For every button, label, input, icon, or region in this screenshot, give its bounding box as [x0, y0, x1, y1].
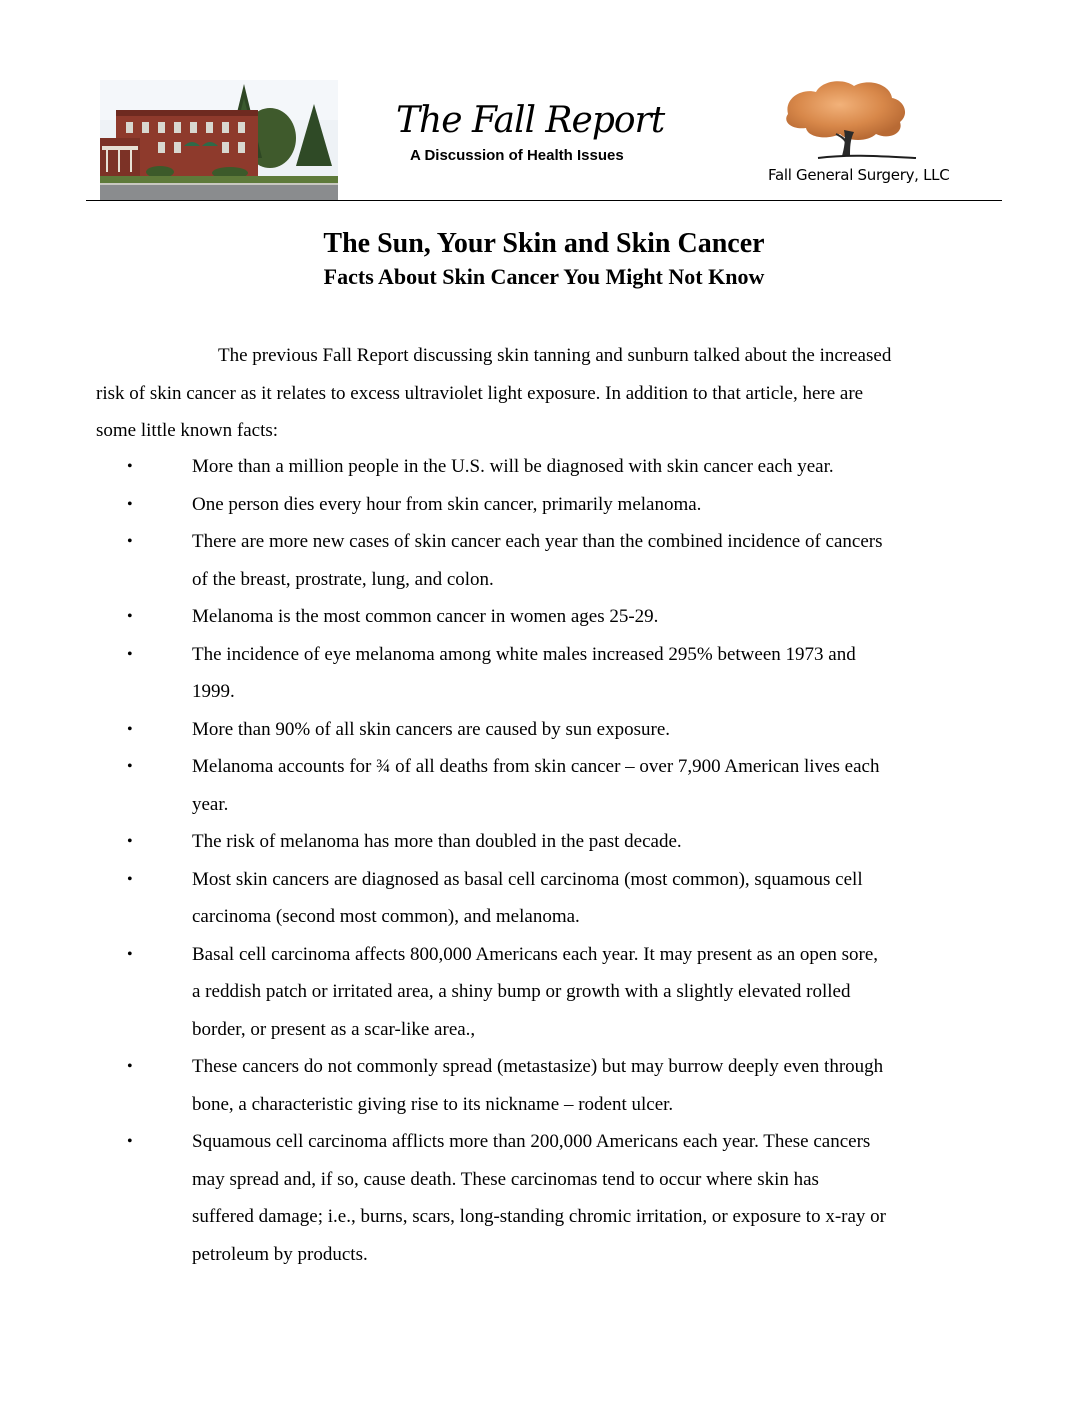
fact-line: These cancers do not commonly spread (metastasize) but may burrow deeply even through: [192, 1056, 884, 1077]
fact-line: year.: [192, 793, 229, 815]
fact-line: may spread and, if so, cause death. These carcinomas tend to occur where skin has: [192, 1168, 819, 1190]
fact-item: [0, 748, 1088, 823]
masthead: [0, 0, 1088, 206]
fact-line: Basal cell carcinoma affects 800,000 Americans each year. It may present as an open sore,: [192, 943, 879, 965]
bullet-icon: •: [127, 495, 133, 513]
fact-line: 1999.: [192, 681, 235, 702]
bullet-icon: •: [127, 608, 133, 625]
facts-list: [0, 448, 1088, 1273]
bullet-icon: •: [127, 1133, 133, 1150]
fact-line: border, or present as a scar-like area.,: [192, 1018, 476, 1040]
fact-line: Squamous cell carcinoma afflicts more than 200,000 Americans each year. These cancers: [192, 1131, 871, 1152]
bullet-icon: •: [127, 720, 133, 738]
fact-line: carcinoma (second most common), and melanoma.: [192, 906, 580, 927]
fact-line: a reddish patch or irritated area, a shiny bump or growth with a slightly elevated rolled: [192, 981, 851, 1002]
bullet-icon: •: [127, 758, 133, 775]
fact-line: More than a million people in the U.S. will be diagnosed with skin cancer each year.: [192, 456, 834, 477]
fact-line: Most skin cancers are diagnosed as basal cell carcinoma (most common), squamous cell: [192, 868, 863, 890]
tree-logo-icon: [778, 78, 918, 164]
fact-line: There are more new cases of skin cancer each year than the combined incidence of cancers: [192, 531, 883, 552]
fact-item: [0, 936, 1088, 1049]
article-subtitle: Facts About Skin Cancer You Might Not Know: [323, 264, 765, 289]
intro-line: risk of skin cancer as it relates to excess ultraviolet light exposure. In addition to that article, here are: [96, 382, 864, 404]
practice-name: Fall General Surgery, LLC: [768, 166, 950, 184]
fact-line: bone, a characteristic giving rise to its nickname – rodent ulcer.: [192, 1093, 674, 1115]
bullet-icon: •: [127, 833, 133, 850]
fact-item: [0, 1048, 1088, 1123]
fact-item: [0, 448, 1088, 486]
header-divider: [86, 200, 1002, 201]
fact-line: More than 90% of all skin cancers are caused by sun exposure.: [192, 718, 671, 740]
fact-line: Melanoma is the most common cancer in women ages 25-29.: [192, 606, 659, 627]
fact-item: [0, 636, 1088, 711]
bullet-icon: •: [127, 533, 133, 550]
bullet-icon: •: [127, 870, 133, 888]
bullet-icon: •: [127, 458, 133, 475]
fact-item: [0, 523, 1088, 598]
fact-item: [0, 486, 1088, 524]
bullet-icon: •: [127, 945, 133, 963]
fact-item: [0, 598, 1088, 636]
fact-item: [0, 711, 1088, 749]
fact-item: [0, 861, 1088, 936]
bullet-icon: •: [127, 645, 133, 663]
fact-line: of the breast, prostrate, lung, and colon.: [192, 568, 494, 590]
article-title: The Sun, Your Skin and Skin Cancer: [323, 228, 765, 259]
intro-line: The previous Fall Report discussing skin tanning and sunburn talked about the increased: [218, 345, 892, 366]
bullet-icon: •: [127, 1058, 133, 1075]
fact-line: The risk of melanoma has more than doubled in the past decade.: [192, 831, 682, 852]
fact-line: Melanoma accounts for ¾ of all deaths from skin cancer – over 7,900 American lives each: [192, 756, 880, 777]
intro-paragraph: [96, 337, 984, 450]
intro-line: some little known facts:: [96, 420, 279, 441]
fact-line: petroleum by products.: [192, 1243, 368, 1265]
fact-line: suffered damage; i.e., burns, scars, long-standing chromic irritation, or exposure to x-ray or: [192, 1206, 887, 1227]
building-photo-icon: [100, 80, 338, 200]
report-title: The Fall Report: [396, 100, 665, 141]
fact-item: [0, 823, 1088, 861]
report-subtitle: A Discussion of Health Issues: [410, 147, 624, 164]
fact-line: One person dies every hour from skin cancer, primarily melanoma.: [192, 493, 702, 515]
fact-line: The incidence of eye melanoma among white males increased 295% between 1973 and: [192, 643, 856, 665]
fact-item: [0, 1123, 1088, 1273]
